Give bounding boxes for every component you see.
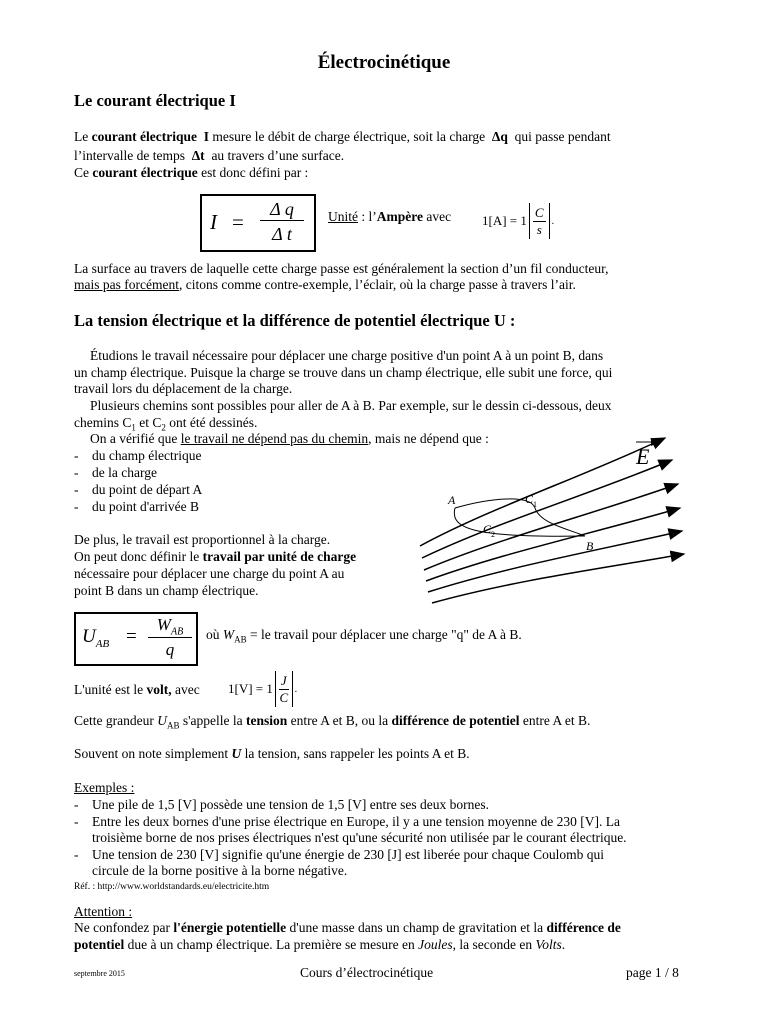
formula-voltage-eq: = — [126, 626, 137, 647]
dependency-item: - du point de départ A — [74, 482, 203, 497]
paragraph-surface-2: mais pas forcément, citons comme contre-exemple, l’éclair, où la charge passe à travers l’air. — [74, 277, 576, 292]
field-line — [426, 508, 680, 581]
label-C1: C — [525, 492, 534, 506]
label-C1-sub: 1 — [533, 500, 537, 509]
label-B: B — [586, 539, 594, 553]
attention-line-1: Ne confondez par l'énergie potentielle d'une masse dans un champ de gravitation et la différence de — [74, 920, 621, 935]
tension-line-5: chemins $C_1$ et $C_2$ ont été dessinés. — [74, 415, 258, 433]
tension-line-6: On a vérifié que le travail ne dépend pas du chemin, mais ne dépend que : — [90, 431, 489, 446]
field-line — [424, 484, 678, 570]
unit-ampere: Unité : l’Ampère avec — [328, 209, 452, 224]
section-heading-tension: La tension électrique et la différence de potentiel électrique U : — [74, 311, 516, 330]
label-A: A — [448, 493, 456, 507]
formula-voltage-box — [74, 612, 198, 666]
paragraph-courant-2: l’intervalle de temps Δt au travers d’une surface. — [74, 148, 345, 163]
example-item-cont: circule de la borne positive à la borne négative. — [92, 863, 348, 878]
tension-line-1: Étudions le travail nécessaire pour déplacer une charge positive d'un point A à un point B, dans — [90, 348, 604, 363]
paragraph-courant-1: Le courant électrique I mesure le débit de charge électrique, soit la charge Δq qui passe pendant — [74, 129, 611, 144]
field-diagram — [410, 428, 700, 608]
formula-current-lhs: I — [210, 210, 217, 234]
footer-date: septembre 2015 — [74, 969, 125, 978]
attention-line-2: potentiel due à un champ électrique. La première se mesure en Joules, la seconde en Volts. — [74, 937, 566, 952]
dependency-item: - du champ électrique — [74, 448, 202, 463]
formula-voltage-where: où $W_{AB}$ = le travail pour déplacer une charge "q" de A à B. — [206, 627, 522, 645]
paragraph-courant-3: Ce courant électrique est donc défini par : — [74, 165, 309, 180]
formula-voltage-den: q — [165, 640, 175, 659]
label-C2: C — [483, 522, 492, 536]
example-item: - Une tension de 230 [V] signifie qu'une énergie de 230 [J] est liberée pour chaque Coulomb qui — [74, 847, 605, 862]
formula-voltage-num: $W_{AB}$ — [148, 615, 192, 638]
unit-volt: L'unité est le volt, avec — [74, 682, 200, 697]
examples-heading: Exemples : — [74, 780, 135, 795]
tension-line-4: Plusieurs chemins sont possibles pour aller de A à B. Par exemple, sur le dessin ci-dessous, deux — [90, 398, 612, 413]
formula-current-eq: = — [232, 210, 244, 234]
label-C2-sub: 2 — [491, 530, 495, 539]
formula-current-box — [200, 194, 316, 252]
example-item: - Une pile de 1,5 [V] possède une tension de 1,5 [V] entre ses deux bornes. — [74, 797, 490, 812]
tension-line-8: On peut donc définir le travail par unité de charge — [74, 549, 357, 564]
tension-line-10: point B dans un champ électrique. — [74, 583, 259, 598]
field-line — [420, 438, 665, 546]
unit-volt-expr: 1[V] = 1 J C . — [228, 671, 297, 707]
unit-ampere-expr: 1[A] = 1 C s . — [482, 203, 554, 239]
example-item-cont: troisième borne de nos prises électriques n'est qu'une sécurité non utilisée par le courant électrique. — [92, 830, 627, 845]
path-c2 — [454, 508, 585, 536]
tension-line-9: nécessaire pour déplacer une charge du point A au — [74, 566, 345, 581]
tension-line-3: travail lors du déplacement de la charge. — [74, 381, 293, 396]
tension-line-7: De plus, le travail est proportionnel à la charge. — [74, 532, 331, 547]
reference-link[interactable]: Réf. : http://www.worldstandards.eu/electricite.htm — [74, 882, 270, 892]
field-line — [432, 554, 684, 603]
footer-page: page 1 / 8 — [626, 965, 679, 980]
example-item: - Entre les deux bornes d'une prise électrique en Europe, il y a une tension moyenne de 230 [V]. La — [74, 814, 621, 829]
label-E: E — [636, 444, 650, 469]
dependency-item: - du point d'arrivée B — [74, 499, 200, 514]
paragraph-surface-1: La surface au travers de laquelle cette charge passe est généralement la section d’un fil conducteur, — [74, 261, 609, 276]
section-heading-courant: Le courant électrique I — [74, 91, 236, 110]
dependency-item: - de la charge — [74, 465, 157, 480]
attention-heading: Attention : — [74, 904, 133, 919]
tension-note: Souvent on note simplement U la tension, sans rappeler les points A et B. — [74, 746, 470, 761]
page-title: Électrocinétique — [317, 52, 451, 73]
footer-course: Cours d’électrocinétique — [300, 965, 434, 980]
tension-line-2: un champ électrique. Puisque la charge se trouve dans un champ électrique, elle subit une force, qui — [74, 365, 613, 380]
tension-definition: Cette grandeur $U_{AB}$ s'appelle la tension entre A et B, ou la différence de potentiel entre A et B. — [74, 713, 591, 731]
formula-voltage-lhs: $U_{AB}$ — [82, 626, 110, 650]
formula-current-num: Δ q — [260, 199, 304, 221]
formula-current-den: Δ t — [272, 224, 292, 244]
